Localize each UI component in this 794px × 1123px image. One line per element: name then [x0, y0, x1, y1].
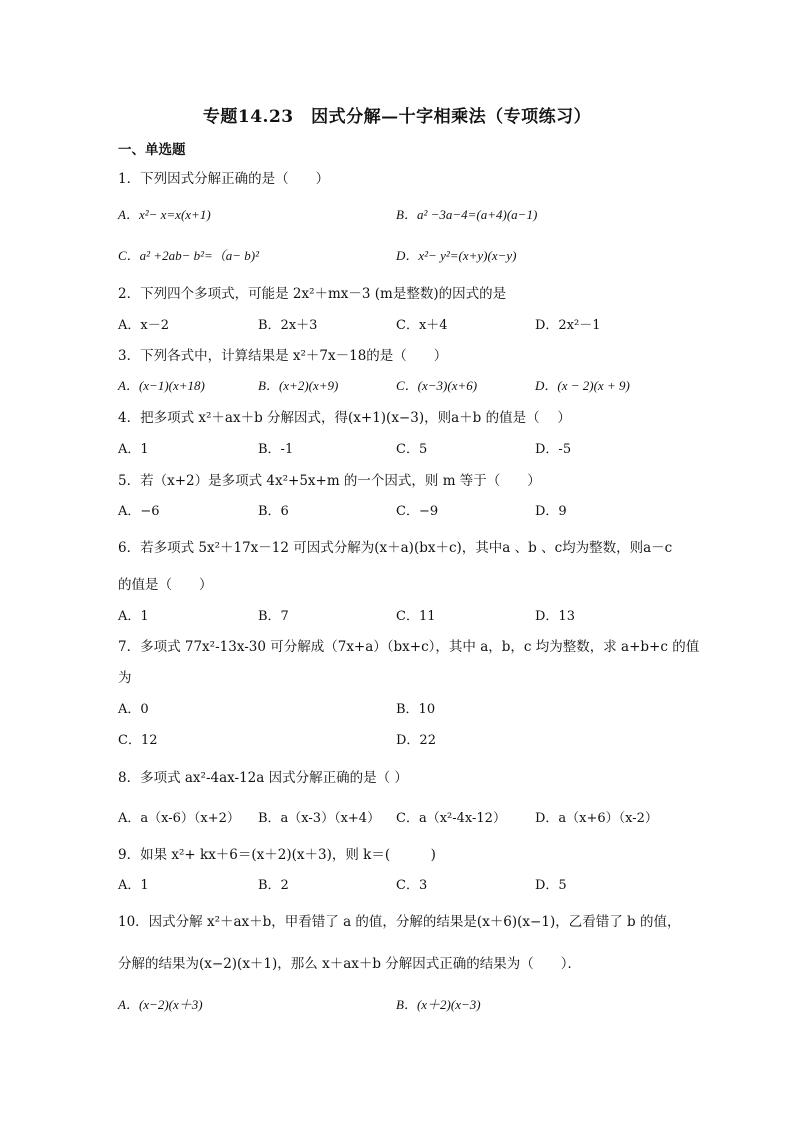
question-4-option-a: A．1	[118, 442, 149, 457]
question-3-stem: 3．下列各式中，计算结果是 x²＋7x－18的是（ ）	[118, 348, 448, 364]
question-3-option-c: C．(x−3)(x+6)	[396, 378, 478, 393]
question-4-stem: 4．把多项式 x²＋ax＋b 分解因式，得(x+1)(x−3)，则a＋b 的值是（ ）	[118, 410, 571, 426]
question-10-option-b: B．(x＋2)(x−3)	[396, 997, 481, 1012]
question-9-option-a: A．1	[118, 878, 149, 893]
question-6-stem-continued: 的值是（ ）	[118, 577, 213, 593]
question-7-option-a: A．0	[118, 702, 149, 717]
question-6-option-a: A．1	[118, 609, 149, 624]
question-9-option-d: D．5	[535, 878, 567, 893]
question-2-option-d: D．2x²－1	[535, 318, 601, 333]
question-1-option-d: D．x²− y²=(x+y)(x−y)	[396, 248, 517, 263]
question-1-option-c: C．a² +2ab− b²=（a− b)²	[118, 248, 260, 263]
question-8-option-d: D．a（x+6）（x-2）	[535, 811, 658, 826]
question-7-option-b: B．10	[396, 702, 436, 717]
question-8-stem: 8．多项式 ax²-4ax-12a 因式分解正确的是（ ）	[118, 770, 408, 786]
question-1-option-a: A．x²− x=x(x+1)	[118, 207, 211, 222]
question-10-option-a: A．(x−2)(x＋3)	[118, 997, 203, 1012]
question-4-option-d: D．-5	[535, 442, 572, 457]
question-2-stem: 2．下列四个多项式，可能是 2x²＋mx－3 (m是整数)的因式的是	[118, 286, 507, 302]
question-6-option-c: C．11	[396, 609, 436, 624]
question-8-option-a: A．a（x-6）（x+2）	[118, 811, 240, 826]
question-5-option-a: A．−6	[118, 504, 160, 519]
section-heading: 一、单选题	[118, 142, 186, 158]
question-5-option-b: B．6	[258, 504, 289, 519]
page-title: 专题14.23 因式分解—十字相乘法（专项练习）	[202, 107, 592, 127]
question-6-option-d: D．13	[535, 609, 575, 624]
question-9-option-b: B．2	[258, 878, 289, 893]
question-8-option-c: C．a（x²-4x-12）	[396, 811, 506, 826]
question-2-option-b: B．2x＋3	[258, 318, 318, 333]
question-7-stem-continued: 为	[118, 670, 132, 686]
question-9-option-c: C．3	[396, 878, 428, 893]
question-3-option-d: D．(x − 2)(x + 9)	[535, 378, 630, 393]
question-5-option-d: D．9	[535, 504, 567, 519]
question-1-stem: 1．下列因式分解正确的是（ ）	[118, 171, 330, 187]
question-10-stem-continued: 分解的结果为(x−2)(x＋1)，那么 x＋ax＋b 分解因式正确的结果为（ ）．	[118, 956, 582, 972]
question-3-option-a: A．(x−1)(x+18)	[118, 378, 205, 393]
question-4-option-c: C．5	[396, 442, 428, 457]
question-2-option-c: C．x＋4	[396, 318, 448, 333]
question-3-option-b: B．(x+2)(x+9)	[258, 378, 339, 393]
question-5-option-c: C．−9	[396, 504, 439, 519]
question-7-option-c: C．12	[118, 733, 158, 748]
question-6-stem: 6．若多项式 5x²＋17x－12 可因式分解为(x＋a)(bx＋c)，其中a 、b 、c均为整数，则a－c	[118, 540, 673, 556]
question-5-stem: 5．若（x+2）是多项式 4x²+5x+m 的一个因式，则 m 等于（ ）	[118, 473, 541, 489]
question-8-option-b: B．a（x-3）（x+4）	[258, 811, 381, 826]
question-9-stem: 9．如果 x²+ kx＋6＝(x＋2)(x＋3)，则 k＝( )	[118, 847, 436, 863]
question-1-option-b: B．a² −3a−4=(a+4)(a−1)	[396, 207, 538, 222]
question-7-stem: 7．多项式 77x²-13x-30 可分解成（7x+a）（bx+c），其中 a，b，c 均为整数，求 a+b+c 的值	[118, 639, 700, 655]
question-4-option-b: B．-1	[258, 442, 294, 457]
question-7-option-d: D．22	[396, 733, 436, 748]
question-2-option-a: A．x－2	[118, 318, 169, 333]
question-10-stem: 10．因式分解 x²＋ax＋b，甲看错了 a 的值，分解的结果是(x＋6)(x−1)，乙看错了 b 的值，	[118, 914, 681, 930]
question-6-option-b: B．7	[258, 609, 289, 624]
